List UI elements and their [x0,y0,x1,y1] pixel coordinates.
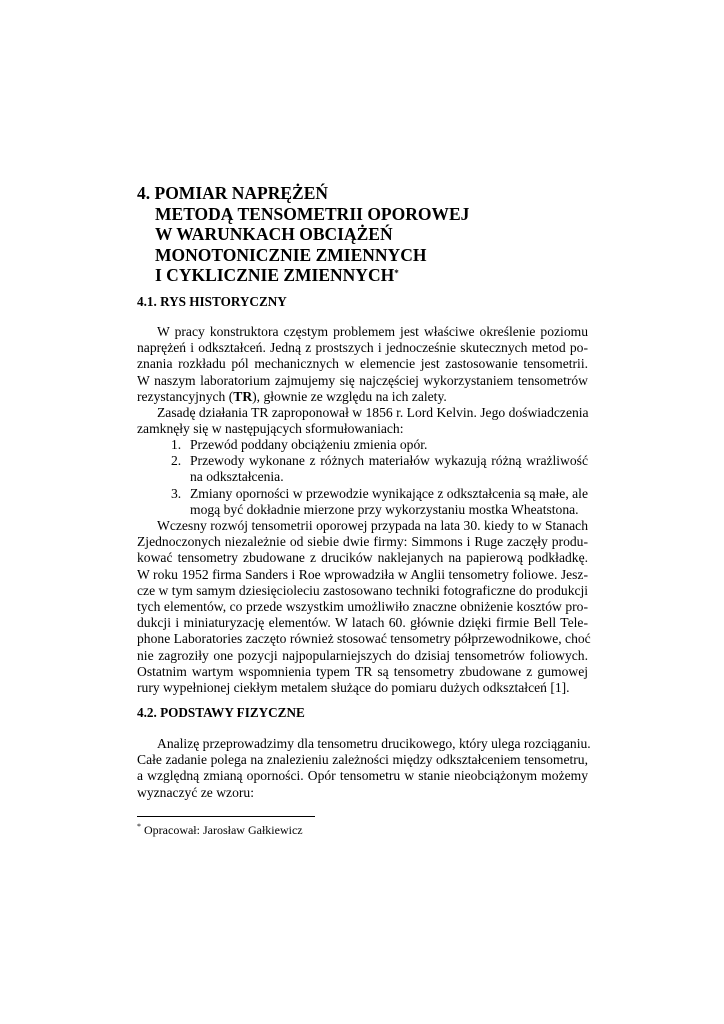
text-line: dukcji i miniaturyzację elementów. W latach 60. głównie dzięki firmie Bell Tele- [137,615,588,631]
section-heading-2: 4.2. PODSTAWY FIZYCZNE [137,705,305,720]
text-line: a względną zmianą oporności. Opór tensometru w stanie nieobciążonym możemy [137,768,588,784]
text-line: naprężeń i odkształceń. Jedną z prostszych i jednocześnie skutecznych metod po- [137,340,588,356]
footnote-marker: * [137,822,141,831]
text-fragment: ), głownie ze względu na ich zalety. [252,388,447,404]
text-line: nie zagroziły one pozycji najpopularniejszych do dzisiaj tensometrów foliowych. [137,647,588,663]
chapter-title-line [137,265,469,286]
text-line: W pracy konstruktora częstym problemem jest właściwe określenie poziomu [157,324,588,339]
footnote-marker: * [394,268,399,278]
footnote-text: Opracował: Jarosław Gałkiewicz [144,823,303,837]
list-text: Przewód poddany obciążeniu zmienia opór. [190,437,428,452]
text-line: Wczesny rozwój tensometrii oporowej przypada na lata 30. kiedy to w Stanach [157,518,588,533]
text-line: rury wypełnionej ciekłym metalem służące do pomiaru dużych odkształceń [1]. [137,680,570,696]
bold-abbreviation: TR [233,388,253,404]
chapter-title-line: METODĄ TENSOMETRII OPOROWEJ [155,203,470,224]
chapter-title [137,183,469,286]
numbered-list [171,437,588,518]
text-line: Całe zadanie polega na znalezieniu zależności między odkształceniem tensometru, [137,752,588,768]
list-item [171,453,588,485]
section-heading-1: 4.1. RYS HISTORYCZNY [137,294,287,309]
text-line: phone Laboratories zaczęto również stosować tensometry półprzewodnikowe, choć [137,631,591,647]
list-number: 3. [171,485,182,501]
text-line: Ostatnim wartym wspomnienia typem TR są tensometry zbudowane z gumowej [137,663,588,679]
footnote-divider [137,816,315,817]
list-item [171,486,588,518]
list-item [171,437,588,453]
list-text: Przewody wykonane z różnych materiałów wykazują różną wrażliwość [190,453,588,469]
text-line: wyznaczyć ze wzoru: [137,784,254,800]
text-fragment: rezystancyjnych ( [137,388,234,404]
chapter-title-line: 4. POMIAR NAPRĘŻEŃ [137,183,329,203]
text-line [137,389,588,405]
list-text: Zmiany oporności w przewodzie wynikające z odkształcenia są małe, ale [190,485,588,501]
text-line: W naszym laboratorium zajmujemy się najczęściej wykorzystaniem tensometrów [137,372,588,388]
text-line: cze w tym samym dziesięcioleciu zastosowano techniki fotograficzne do produkcji [137,582,589,598]
text-line: znania rozkładu pól mechanicznych w elemencie jest zastosowanie tensometrii. [137,356,588,372]
text-line: W roku 1952 firma Sanders i Roe wprowadziła w Anglii tensometry foliowe. Jesz- [137,566,588,582]
list-text: na odkształcenia. [190,469,284,485]
text-line: zamknęły się w następujących sformułowaniach: [137,421,404,437]
chapter-title-text: I CYKLICZNIE ZMIENNYCH [155,265,395,285]
text-line: tych elementów, co przede wszystkim umożliwiło znaczne obniżenie kosztów pro- [137,599,588,615]
paragraph-intro [137,324,588,437]
text-line: Analizę przeprowadzimy dla tensometru drucikowego, który ulega rozciąganiu. [157,736,591,751]
list-text: mogą być dokładnie mierzone przy wykorzystaniu mostka Wheatstona. [190,501,579,517]
list-number: 2. [171,453,182,469]
chapter-title-line: MONOTONICZNIE ZMIENNYCH [155,244,427,265]
paragraph-history [137,518,591,696]
text-line: Zjednoczonych niezależnie od siebie dwie firmy: Simmons i Ruge zaczęły produ- [137,534,588,550]
text-line: Zasadę działania TR zaproponował w 1856 r. Lord Kelvin. Jego doświadczenia [157,405,589,421]
footnote [137,823,303,838]
text-line: kować tensometry zbudowane z drucików naklejanych na papierową podkładkę. [137,550,588,566]
chapter-title-line: W WARUNKACH OBCIĄŻEŃ [155,224,393,244]
list-number: 1. [171,437,182,452]
paragraph-physics [137,736,591,801]
